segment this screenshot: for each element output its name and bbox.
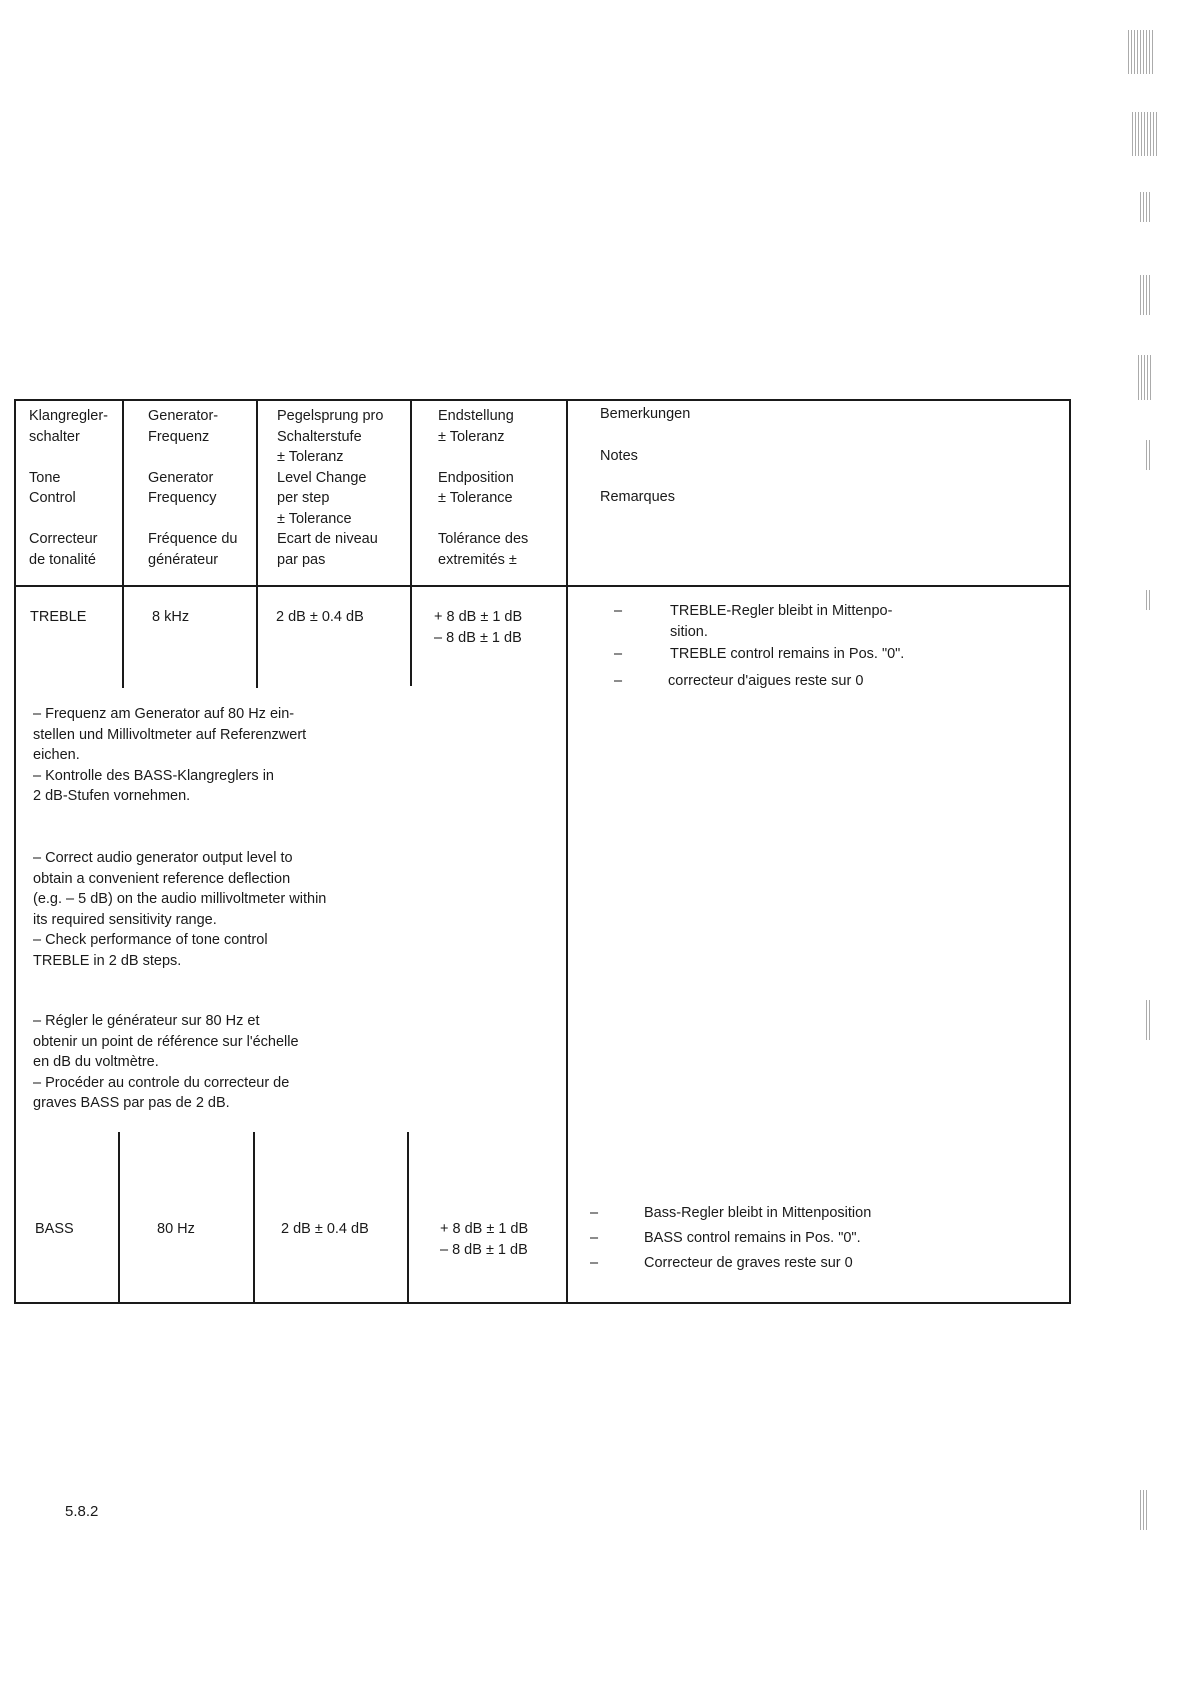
instructions-english: – Correct audio generator output level to obtain a convenient reference deflection (e.g. – 5 dB) on the audio millivoltmeter within its required sensitivity range. – Check performance of tone control TREBLE in 2 dB steps.	[33, 850, 327, 969]
treble-note-fr: correcteur d'aigues reste sur 0	[668, 672, 864, 689]
notes-col-divider	[566, 400, 568, 1304]
scan-edge-mark	[1138, 355, 1152, 400]
bass-notes	[590, 1203, 930, 1278]
list-item: – Bass-Regler bleibt in Mittenposition	[590, 1203, 930, 1228]
bass-col-divider-1	[118, 1132, 120, 1304]
treble-end-minus: – 8 dB ± 1 dB	[434, 629, 522, 646]
treble-end-position	[434, 607, 522, 648]
list-item: – Correcteur de graves reste sur 0	[590, 1253, 930, 1278]
treble-level-change: 2 dB ± 0.4 dB	[276, 609, 364, 625]
bass-note-en: BASS control remains in Pos. "0".	[644, 1230, 861, 1246]
list-item: – TREBLE control remains in Pos. "0".	[614, 644, 944, 665]
scan-edge-mark	[1146, 590, 1150, 610]
treble-notes	[614, 601, 944, 691]
header-col-divider-2	[256, 400, 258, 688]
header-col-divider-3	[410, 400, 412, 686]
page-number: 5.8.2	[65, 1503, 99, 1520]
instructions-german: – Frequenz am Generator auf 80 Hz ein- stellen und Millivoltmeter auf Referenzwert eichen. – Kontrolle des BASS-Klangreglers in 2 dB-Stufen vornehmen.	[33, 706, 307, 804]
bass-end-plus: + 8 dB ± 1 dB	[440, 1221, 529, 1237]
bass-end-position	[440, 1219, 528, 1260]
header-end-position: Endstellung ± Toleranz Endposition ± Tolerance Tolérance des extremités ±	[438, 408, 529, 568]
scan-edge-mark	[1140, 192, 1152, 222]
header-col-divider-1	[122, 400, 124, 688]
header-generator-frequency: Generator- Frequenz Generator Frequency Fréquence du générateur	[148, 408, 238, 568]
scan-edge-mark	[1140, 1490, 1148, 1530]
bass-end-minus: – 8 dB ± 1 dB	[440, 1241, 528, 1258]
header-divider	[14, 585, 1071, 587]
treble-note-de: TREBLE-Regler bleibt in Mittenpo- sition.	[670, 603, 893, 640]
header-level-change: Pegelsprung pro Schalterstufe ± Toleranz Level Change per step ± Tolerance Ecart de niveau par pas	[277, 408, 384, 568]
list-item: – correcteur d'aigues reste sur 0	[614, 671, 944, 692]
bass-note-fr: Correcteur de graves reste sur 0	[644, 1255, 853, 1271]
instructions-french: – Régler le générateur sur 80 Hz et obtenir un point de référence sur l'échelle en dB du voltmètre. – Procéder au controle du correcteur de graves BASS par pas de 2 dB.	[33, 1013, 299, 1111]
treble-end-plus: + 8 dB ± 1 dB	[434, 609, 523, 625]
bass-frequency: 80 Hz	[157, 1221, 195, 1237]
scan-edge-mark	[1146, 440, 1150, 470]
treble-control: TREBLE	[30, 609, 87, 625]
scan-edge-mark	[1140, 275, 1150, 315]
treble-frequency: 8 kHz	[152, 609, 190, 625]
treble-note-en: TREBLE control remains in Pos. "0".	[670, 646, 905, 662]
bass-note-de: Bass-Regler bleibt in Mittenposition	[644, 1205, 872, 1221]
bass-col-divider-3	[407, 1132, 409, 1304]
bass-col-divider-2	[253, 1132, 255, 1304]
scan-edge-mark	[1132, 112, 1158, 156]
bass-level-change: 2 dB ± 0.4 dB	[281, 1221, 369, 1237]
list-item: – BASS control remains in Pos. "0".	[590, 1228, 930, 1253]
scan-edge-mark	[1128, 30, 1154, 74]
list-item: – TREBLE-Regler bleibt in Mittenpo- sition.	[614, 601, 944, 642]
bass-control: BASS	[35, 1221, 74, 1237]
scan-edge-mark	[1146, 1000, 1150, 1040]
header-notes: Bemerkungen Notes Remarques	[600, 406, 691, 505]
header-tone-control: Klangregler- schalter Tone Control Correcteur de tonalité	[29, 408, 108, 568]
